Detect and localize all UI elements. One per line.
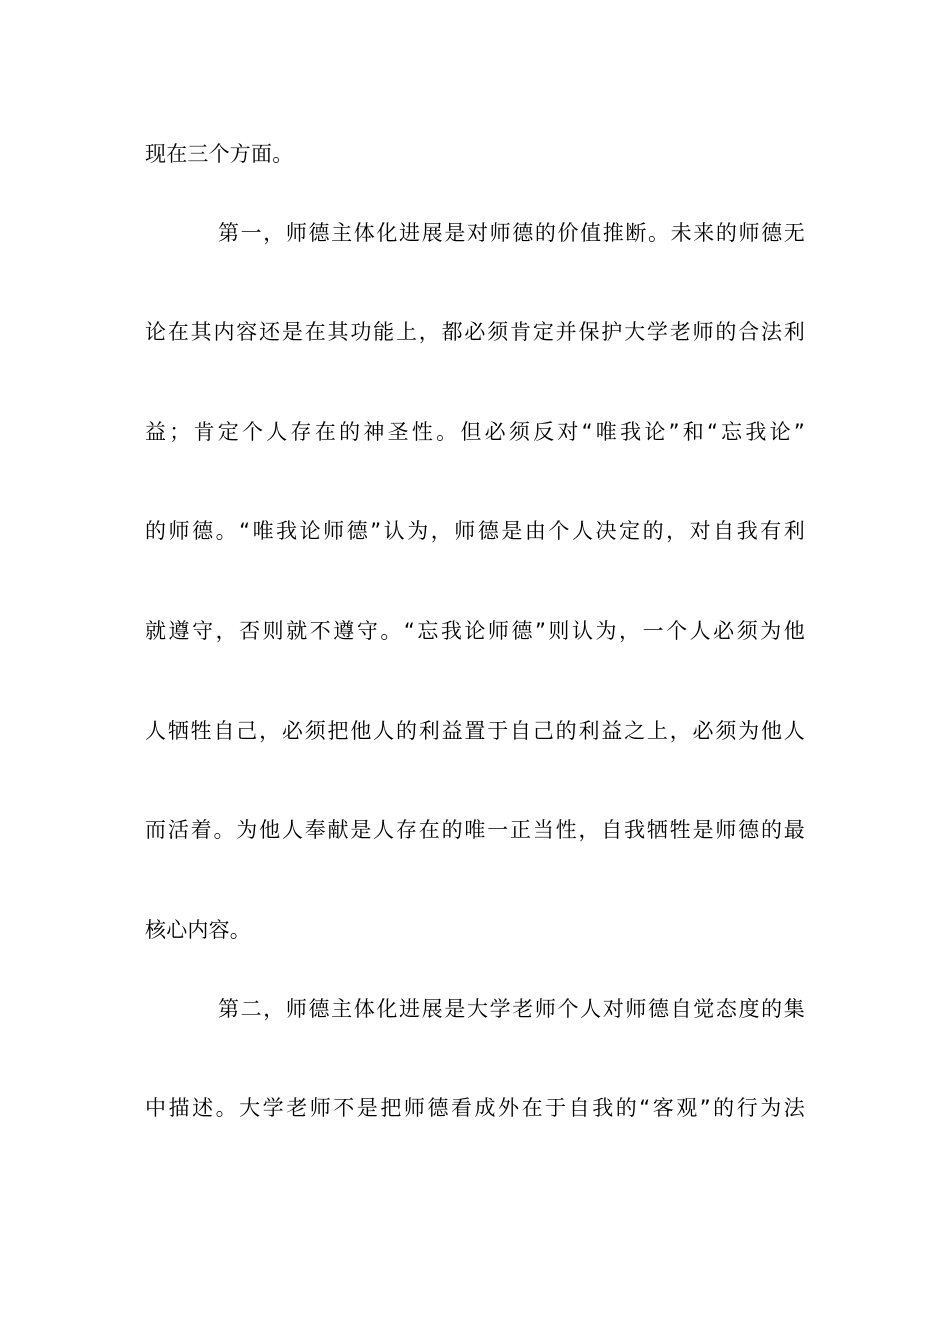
text-line: 现在三个方面。 — [145, 142, 294, 166]
text-line: 益；肯定个人存在的神圣性。但必须反对“唯我论”和“忘我论” — [145, 420, 805, 444]
text-line: 人牺牲自己，必须把他人的利益置于自己的利益之上，必须为他人 — [145, 719, 805, 743]
paragraph-first-line: 第一，师德主体化进展是对师德的价值推断。未来的师德无 — [218, 221, 805, 245]
text-line: 的师德。“唯我论师德”认为，师德是由个人决定的，对自我有利 — [145, 519, 805, 543]
text-line: 就遵守，否则就不遵守。“忘我论师德”则认为，一个人必须为他 — [145, 619, 805, 643]
text-line: 核心内容。 — [145, 918, 251, 942]
text-line: 论在其内容还是在其功能上，都必须肯定并保护大学老师的合法利 — [145, 320, 805, 344]
text-line: 中描述。大学老师不是把师德看成外在于自我的“客观”的行为法 — [145, 1096, 805, 1120]
text-line: 而活着。为他人奉献是人存在的唯一正当性，自我牺牲是师德的最 — [145, 818, 805, 842]
paragraph-first-line: 第二，师德主体化进展是大学老师个人对师德自觉态度的集 — [218, 997, 805, 1021]
